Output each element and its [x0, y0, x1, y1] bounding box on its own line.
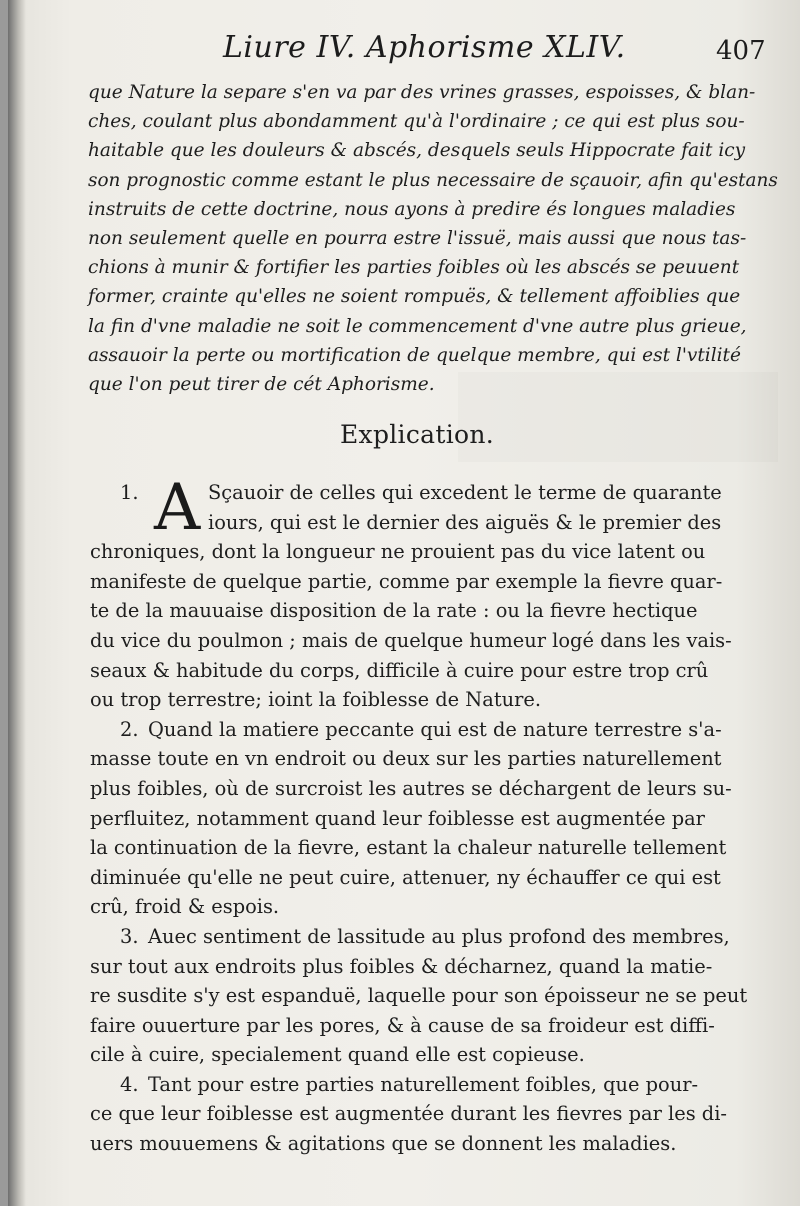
text-line: masse toute en vn endroit ou deux sur les parties naturellement [90, 747, 722, 771]
item-number: 1. [120, 481, 139, 504]
page-number: 407 [716, 36, 766, 66]
section-heading: Explication. [340, 420, 494, 449]
text-line: haitable que les douleurs & abscés, desquels seuls Hippocrate fait icy [88, 140, 746, 162]
text-line: re susdite s'y est espanduë, laquelle pour son époisseur ne se peut [90, 984, 748, 1008]
item-lead-line [90, 478, 780, 508]
text-line: non seulement quelle en pourra estre l'issuë, mais aussi que nous tas- [88, 227, 747, 249]
text-line: plus foibles, où de surcroist les autres se déchargent de leurs su- [90, 776, 732, 800]
text-line: seaux & habitude du corps, difficile à cuire pour estre trop crû [90, 658, 709, 682]
text-line: que Nature la separe s'en va par des vrines grasses, espoisses, & blan- [88, 82, 756, 103]
text-line: perfluitez, notamment quand leur foiblesse est augmentée par [90, 806, 705, 830]
text-line: ches, coulant plus abondamment qu'à l'ordinaire ; ce qui est plus sou- [88, 111, 745, 133]
drop-cap: A [154, 471, 201, 545]
text-line: chions à munir & fortifier les parties foibles où les abscés se peuuent [88, 257, 740, 279]
text-line: Quand la matiere peccante qui est de nature terrestre s'a- [148, 717, 722, 741]
text-line: assauoir la perte ou mortification de quelque membre, qui est l'vtilité [88, 344, 741, 366]
book-page [8, 0, 800, 1206]
text-line: former, crainte qu'elles ne soient rompuës, & tellement affoiblies que [88, 286, 741, 308]
item-lead-line: iours, qui est le dernier des aiguës & le premier des [208, 510, 722, 534]
list-item [90, 715, 780, 745]
text-line: du vice du poulmon ; mais de quelque humeur logé dans les vais- [90, 628, 732, 652]
explication-body [90, 471, 780, 1159]
text-line: diminuée qu'elle ne peut cuire, attenuer, ny échauffer ce qui est [90, 865, 721, 889]
text-line: sur tout aux endroits plus foibles & décharnez, quand la matie- [90, 954, 713, 978]
text-line: te de la mauuaise disposition de la rate : ou la fievre hectique [90, 599, 698, 623]
spine-shadow [8, 0, 26, 1206]
text-line: instruits de cette doctrine, nous ayons à predire és longues maladies [88, 198, 736, 220]
item-number: 2. [120, 717, 139, 741]
text-line: crû, froid & espois. [90, 895, 280, 919]
text-line: Tant pour estre parties naturellement foibles, que pour- [148, 1072, 699, 1096]
text-line: cile à cuire, specialement quand elle est copieuse. [90, 1043, 585, 1067]
running-head: Liure IV. Aphorisme XLIV. [223, 30, 626, 65]
text-line: Sçauoir de celles qui excedent le terme de quarante [208, 481, 722, 504]
text-line: ce que leur foiblesse est augmentée durant les fievres par les di- [90, 1102, 727, 1126]
text-line: ou trop terrestre; ioint la foiblesse de Nature. [90, 688, 542, 712]
list-item [90, 922, 780, 952]
text-line: uers mouuemens & agitations que se donnent les maladies. [90, 1132, 677, 1156]
text-line: chroniques, dont la longueur ne prouient pas du vice latent ou [90, 540, 706, 564]
text-line: la fin d'vne maladie ne soit le commencement d'vne autre plus grieue, [88, 315, 747, 337]
list-item [90, 478, 780, 537]
text-line: que l'on peut tirer de cét Aphorisme. [88, 373, 435, 395]
italic-paragraph [88, 78, 778, 399]
text-line: son prognostic comme estant le plus necessaire de sçauoir, afin qu'estans [88, 169, 778, 191]
list-item [90, 1070, 780, 1100]
item-number: 4. [120, 1072, 139, 1096]
item-number: 3. [120, 924, 139, 948]
text-line: Auec sentiment de lassitude au plus profond des membres, [148, 924, 730, 948]
text-line: manifeste de quelque partie, comme par exemple la fievre quar- [90, 569, 723, 593]
text-line: la continuation de la fievre, estant la chaleur naturelle tellement [90, 836, 727, 860]
text-line: faire ouuerture par les pores, & à cause de sa froideur est diffi- [90, 1013, 715, 1037]
